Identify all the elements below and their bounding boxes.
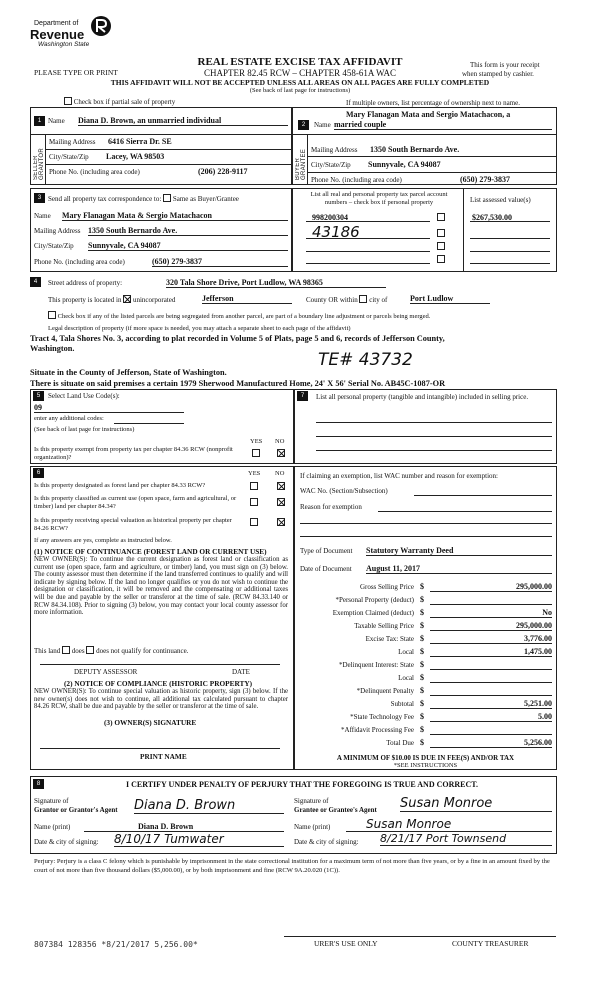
section-6-number: 6	[33, 468, 44, 478]
legal-line2: Washington.	[30, 344, 75, 353]
current-use-question: Is this property classified as current use (open space, farm and agricultural, or timber) land per chapter 84.34?	[34, 495, 237, 510]
calc-label: *Affidavit Processing Fee	[341, 726, 414, 734]
corr-phone-label: Phone No. (including area code)	[34, 258, 125, 266]
parcel-line-1	[306, 221, 430, 222]
grantor-date-label: Date & city of signing:	[34, 838, 99, 846]
assessed-line-2	[470, 238, 550, 239]
calc-amount	[430, 686, 552, 696]
calc-amount: 5,256.00	[430, 738, 552, 748]
dollar-sign: $	[420, 699, 424, 708]
print-name-label: PRINT NAME	[140, 752, 187, 761]
owner-signature-label: (3) OWNER(S) SIGNATURE	[104, 718, 197, 727]
legal-label: Legal description of property (if more space is needed, you may attach a separate sheet to each page of the affidavit)	[48, 325, 351, 332]
historic-question: Is this property receiving special valuation as historical property per chapter 84.26 RCW?	[34, 517, 232, 532]
corr-city-value: Sunnyvale, CA 94087	[88, 241, 288, 251]
street-label: Street address of property:	[48, 279, 123, 287]
s6-yes: YES	[248, 470, 261, 477]
calc-label: Exemption Claimed (deduct)	[332, 609, 414, 617]
receipt-note-2: when stamped by cashier.	[462, 70, 534, 78]
parcel-handwritten-number: 43186	[312, 223, 360, 241]
land-does-not-checkbox[interactable]	[86, 646, 94, 654]
calc-label: *State Technology Fee	[350, 713, 414, 721]
s6-no: NO	[275, 470, 285, 477]
treasurer-line	[284, 936, 556, 937]
revenue-logo-icon	[90, 14, 112, 38]
calc-label: Total Due	[386, 739, 414, 747]
date-label: DATE	[232, 668, 250, 676]
buyer-phone-value: (650) 279-3837	[460, 175, 510, 184]
assessed-header: List assessed value(s)	[470, 196, 531, 204]
sig-grantor-label-2: Grantor or Grantor's Agent	[34, 806, 118, 814]
historic-yes-checkbox[interactable]	[250, 518, 258, 527]
land-does-label: does	[71, 647, 85, 655]
seller-row-divider-1	[30, 134, 292, 135]
see-back-text: (See back of last page for instructions)	[249, 87, 351, 94]
street-value: 320 Tala Shore Drive, Port Ludlow, WA 98365	[166, 278, 386, 288]
assessed-line-1	[470, 221, 550, 222]
city-of-label: city of	[369, 296, 388, 304]
corr-city-label: City/State/Zip	[34, 242, 74, 250]
notice1-title: (1) NOTICE OF CONTINUANCE (FOREST LAND OR CURRENT USE)	[34, 547, 267, 556]
exempt-no-checkbox[interactable]	[277, 449, 285, 458]
doc-date-value: August 11, 2017	[366, 564, 552, 574]
historic-no-checkbox[interactable]	[277, 518, 285, 527]
exempt-question: Is this property exempt from property tax per chapter 84.36 RCW (nonprofit organization)?	[34, 446, 233, 461]
calc-amount	[430, 595, 552, 605]
partial-sale-row	[64, 97, 175, 106]
calc-amount	[430, 673, 552, 683]
seller-side-divider	[45, 134, 46, 185]
correspondence-label: Send all property tax correspondence to:	[48, 195, 162, 203]
handwritten-te-number: TE# 43732	[318, 350, 413, 370]
exempt-yes-checkbox[interactable]	[252, 449, 260, 458]
current-use-no-checkbox[interactable]	[277, 498, 285, 507]
segregated-checkbox[interactable]	[48, 311, 56, 319]
parcels-header-1: List all real and personal property tax parcel account	[310, 191, 448, 198]
exemption-label: If claiming an exemption, list WAC number and reason for exemption:	[300, 472, 498, 480]
notice2-body: NEW OWNER(S): To continue special valuation as historic property, sign (3) below. If the new owner(s) does not wish to continue, all additional tax calculated pursuant to chapter 84.26 RCW, shall be due and payable by the seller or transferor at the time of sale.	[34, 688, 288, 711]
partial-sale-label: Check box if partial sale of property	[73, 98, 176, 106]
forest-question: Is this property designated as forest land per chapter 84.33 RCW?	[34, 482, 206, 489]
sig-grantee-label-2: Grantee or Grantee's Agent	[294, 806, 377, 814]
certify-text: I CERTIFY UNDER PENALTY OF PERJURY THAT THE FOREGOING IS TRUE AND CORRECT.	[126, 780, 479, 789]
calc-amount: No	[430, 608, 552, 618]
doc-date-label: Date of Document	[300, 565, 352, 573]
reason-line-1	[378, 511, 552, 512]
seller-mailing-value: 6416 Sierra Dr. SE	[108, 137, 172, 146]
dollar-sign: $	[420, 647, 424, 656]
city-checkbox[interactable]	[359, 295, 367, 303]
pp-line-3	[316, 450, 552, 451]
corr-name-label: Name	[34, 212, 51, 220]
seller-city-label: City/State/Zip	[49, 153, 89, 161]
county-value: Jefferson	[202, 294, 292, 304]
county-or-row	[306, 295, 387, 304]
parcel-checkbox-2[interactable]	[437, 229, 445, 238]
buyer-mailing-value: 1350 South Bernardo Ave.	[370, 145, 460, 154]
located-in-label: This property is located in	[48, 296, 122, 304]
dollar-sign: $	[420, 621, 424, 630]
section-1-number: 1	[34, 116, 45, 126]
personal-property-label: List all personal property (tangible and intangible) included in selling price.	[316, 393, 529, 401]
buyer-mailing-label: Mailing Address	[311, 146, 358, 154]
if-yes-note: If any answers are yes, complete as instructed below.	[34, 537, 172, 544]
parcel-line-2	[306, 238, 430, 239]
form-title: REAL ESTATE EXCISE TAX AFFIDAVIT	[197, 56, 403, 68]
dollar-sign: $	[420, 634, 424, 643]
seller-phone-label: Phone No. (including area code)	[49, 168, 140, 176]
partial-sale-checkbox[interactable]	[64, 97, 72, 105]
sig-grantee-label-1: Signature of	[294, 797, 329, 805]
calc-amount: 295,000.00	[430, 621, 552, 631]
form-subtitle: CHAPTER 82.45 RCW – CHAPTER 458-61A WAC	[204, 68, 396, 78]
seller-row-divider-2	[45, 149, 292, 150]
parcel-line-4	[306, 263, 430, 264]
segregated-row	[48, 311, 430, 320]
reason-label: Reason for exemption	[300, 503, 362, 511]
corr-mailing-value: 1350 South Bernardo Ave.	[88, 226, 288, 236]
grantee-date-city: 8/21/17 Port Townsend	[380, 832, 552, 846]
parcels-header-2: numbers – check box if personal property	[324, 199, 434, 206]
buyer-name-line2: married couple	[334, 120, 552, 130]
dept-line2: Revenue	[30, 27, 85, 42]
see-instructions: *SEE INSTRUCTIONS	[393, 762, 458, 769]
grantee-signature: Susan Monroe	[400, 796, 552, 812]
grantor-name-print: Diana D. Brown	[84, 822, 284, 832]
land-use-label: Select Land Use Code(s):	[48, 392, 120, 400]
buyer-name-label: Name	[314, 121, 331, 129]
this-land-row	[34, 646, 188, 655]
seller-name-value: Diana D. Brown, an unmarried individual	[78, 116, 288, 126]
parcel-1-number: 998200304	[312, 213, 348, 222]
multiple-owners-note: If multiple owners, list percentage of ownership next to name.	[346, 99, 520, 107]
sig-grantor-label-1: Signature of	[34, 797, 69, 805]
dollar-sign: $	[420, 712, 424, 721]
minimum-note: A MINIMUM OF $10.00 IS DUE IN FEE(S) AND/OR TAX	[336, 754, 515, 762]
county-treasurer-label: COUNTY TREASURER	[452, 939, 529, 948]
dollar-sign: $	[420, 686, 424, 695]
calc-amount	[430, 660, 552, 670]
reason-line-3	[300, 536, 552, 537]
wac-line	[414, 495, 552, 496]
buyer-city-value: Sunnyvale, CA 94087	[368, 160, 441, 169]
grantee-name-print: Susan Monroe	[346, 817, 552, 832]
section-3-number: 3	[34, 193, 45, 203]
parcel-line-3	[306, 251, 430, 252]
receipt-note-1: This form is your receipt	[470, 61, 540, 69]
dollar-sign: $	[420, 608, 424, 617]
pp-line-2	[316, 436, 552, 437]
grantor-date-city: 8/10/17 Tumwater	[114, 832, 284, 847]
wac-label: WAC No. (Section/Subsection)	[300, 487, 388, 495]
this-land-label: This land	[34, 647, 61, 655]
owner-signature-line	[40, 748, 280, 749]
located-row	[48, 295, 175, 304]
calc-amount: 1,475.00	[430, 647, 552, 657]
calc-amount: 295,000.00	[430, 582, 552, 592]
forest-yes-checkbox[interactable]	[250, 482, 258, 491]
parcel-checkbox-3[interactable]	[437, 242, 445, 251]
please-type: PLEASE TYPE OR PRINT	[34, 68, 118, 77]
calc-label: Subtotal	[390, 700, 414, 708]
forest-no-checkbox[interactable]	[277, 482, 285, 491]
perjury-text: Perjury: Perjury is a class C felony which is punishable by imprisonment in the state correctional institution for a maximum term of not more than five years, or by a fine in an amount fixed by the court of not more than five thousand dollars ($5,000.00), or by both imprisonment and fine (RCW 9A.20.020 (1C)).	[34, 858, 550, 874]
section-2-number: 2	[298, 120, 309, 130]
calc-label: Gross Selling Price	[359, 583, 414, 591]
seller-row-divider-3	[45, 164, 292, 165]
grantee-name-print-label: Name (print)	[294, 823, 331, 831]
pp-line-1	[316, 422, 552, 423]
dept-line3: Washington State	[38, 41, 90, 48]
calc-amount: 3,776.00	[430, 634, 552, 644]
same-as-buyer-label: Same as Buyer/Grantee	[172, 195, 239, 203]
land-use-code: 09	[34, 403, 184, 413]
dollar-sign: $	[420, 582, 424, 591]
calc-amount: 5,251.00	[430, 699, 552, 709]
cashier-stamp: 807384 128356 *8/21/2017 5,256.00*	[34, 940, 198, 949]
notice1-body: NEW OWNER(S): To continue the current designation as forest land or classification as current use (open space, farm and agriculture, or timber) land, you must sign on (3) below. The county assessor must then determine if the land transferred continues to qualify and will indicate by signing below. If the land no longer qualifies or you do not wish to continue the designation or classification, it will be removed and the compensating or additional taxes will be due and payable by the seller or transferor at the time of sale. (RCW 84.33.140 or RCW 84.34.108). Prior to signing (3) below, you may contact your local county assessor for more information.	[34, 556, 288, 617]
grantor-name-print-label: Name (print)	[34, 823, 71, 831]
calc-label: Excise Tax: State	[365, 635, 414, 643]
situate-text: Situate in the County of Jefferson, State of Washington.	[30, 368, 227, 377]
dollar-sign: $	[420, 738, 424, 747]
parcel-checkbox-4[interactable]	[437, 255, 445, 264]
calc-amount: 5.00	[430, 712, 552, 722]
doc-type-value: Statutory Warranty Deed	[366, 546, 552, 556]
section-4-number: 4	[30, 277, 41, 287]
dept-line1: Department of	[34, 20, 79, 27]
land-use-no: NO	[275, 438, 285, 445]
buyer-city-label: City/State/Zip	[311, 161, 351, 169]
buyer-side-divider	[307, 134, 308, 185]
reason-line-2	[300, 523, 552, 524]
correspondence-row	[48, 194, 239, 203]
buyer-side-label: BUYER GRANTEE	[295, 148, 307, 180]
seller-name-label: Name	[48, 117, 65, 125]
unincorporated-checkbox[interactable]	[123, 295, 131, 303]
buyer-row-divider-2	[307, 156, 557, 157]
corr-phone-value: (650) 279-3837	[152, 257, 288, 267]
calc-label: *Personal Property (deduct)	[335, 596, 414, 604]
unincorporated-label: unincorporated	[132, 296, 176, 304]
users-only-label: URER'S USE ONLY	[314, 939, 378, 948]
manufactured-text: There is situate on said premises a certain 1979 Sherwood Manufactured Home, 24' X 56' Serial No. AB45C-1087-OR	[30, 379, 446, 388]
segregated-label: Check box if any of the listed parcels are being segregated from another parcel, are part of a boundary line adjustment or parcels being merged.	[57, 313, 431, 320]
calc-label: Local	[398, 648, 414, 656]
assessed-line-4	[470, 263, 550, 264]
section-8-number: 8	[33, 779, 44, 789]
doc-type-label: Type of Document	[300, 547, 353, 555]
same-as-buyer-checkbox[interactable]	[163, 194, 171, 202]
notice2-title: (2) NOTICE OF COMPLIANCE (HISTORIC PROPERTY)	[64, 679, 253, 688]
buyer-row-divider-1	[292, 134, 557, 135]
dollar-sign: $	[420, 595, 424, 604]
section-5-number: 5	[33, 391, 44, 401]
calc-amount	[430, 725, 552, 735]
land-does-checkbox[interactable]	[62, 646, 70, 654]
parcels-divider	[463, 188, 464, 272]
current-use-yes-checkbox[interactable]	[250, 498, 258, 507]
legal-line1: Tract 4, Tala Shores No. 3, according to plat recorded in Volume 5 of Plats, page 5 and 6, records of Jefferson County,	[30, 334, 445, 343]
deputy-label: DEPUTY ASSESSOR	[74, 668, 138, 676]
warning-text: THIS AFFIDAVIT WILL NOT BE ACCEPTED UNLESS ALL AREAS ON ALL PAGES ARE FULLY COMPLETED	[110, 78, 490, 87]
dollar-sign: $	[420, 725, 424, 734]
buyer-name-line1: Mary Flanagan Mata and Sergio Matachacon, a	[346, 110, 511, 119]
land-does-not-label: does not qualify for continuance.	[96, 647, 189, 655]
deputy-line	[40, 664, 280, 665]
assessed-line-3	[470, 251, 550, 252]
seller-phone-value: (206) 228-9117	[198, 167, 248, 176]
land-use-see-back: (See back of last page for instructions)	[34, 426, 135, 433]
additional-codes-line	[114, 423, 184, 424]
calc-label: Taxable Selling Price	[354, 622, 414, 630]
seller-side-label: SELLER GRANTOR	[33, 148, 45, 180]
calc-label: *Delinquent Interest: State	[338, 661, 414, 669]
dollar-sign: $	[420, 673, 424, 682]
parcel-1-assessed: $267,530.00	[472, 213, 512, 222]
parcel-checkbox-1[interactable]	[437, 213, 445, 222]
buyer-phone-label: Phone No. (including area code)	[311, 176, 402, 184]
calc-label: *Delinquent Penalty	[356, 687, 414, 695]
corr-mailing-label: Mailing Address	[34, 227, 81, 235]
grantee-date-label: Date & city of signing:	[294, 838, 359, 846]
county-or-label: County OR within	[306, 296, 358, 304]
land-use-yes: YES	[250, 438, 263, 445]
city-value: Port Ludlow	[410, 294, 490, 304]
calc-label: Local	[398, 674, 414, 682]
dollar-sign: $	[420, 660, 424, 669]
buyer-row-divider-3	[307, 172, 557, 173]
grantor-signature: Diana D. Brown	[134, 798, 284, 814]
seller-mailing-label: Mailing Address	[49, 138, 96, 146]
additional-codes-label: enter any additional codes:	[34, 415, 104, 422]
corr-name-value: Mary Flanagan Mata & Sergio Matachacon	[62, 211, 288, 221]
seller-city-value: Lacey, WA 98503	[106, 152, 165, 161]
section-7-number: 7	[297, 391, 308, 401]
